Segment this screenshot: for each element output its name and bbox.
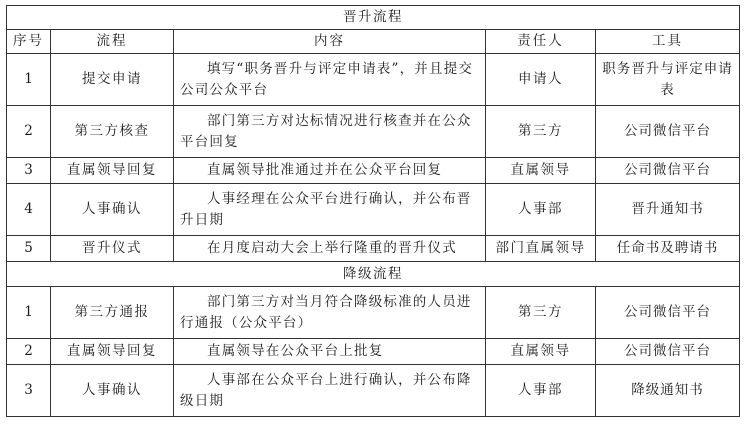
header-content: 内容 xyxy=(174,30,486,54)
row-number: 5 xyxy=(7,236,51,262)
promotion-section-title: 晋升流程 xyxy=(7,6,740,30)
row-tool: 晋升通知书 xyxy=(596,184,740,236)
row-number: 2 xyxy=(7,339,51,365)
row-number: 1 xyxy=(7,54,51,106)
table-row xyxy=(7,158,740,184)
header-row xyxy=(7,30,740,54)
table-row xyxy=(7,184,740,236)
row-content: 填写“职务晋升与评定申请表”，并且提交公司公众平台 xyxy=(174,54,486,106)
row-tool: 公司微信平台 xyxy=(596,287,740,339)
header-step: 流程 xyxy=(51,30,174,54)
table-row xyxy=(7,365,740,417)
row-owner: 部门直属领导 xyxy=(486,236,596,262)
demotion-section-title: 降级流程 xyxy=(7,262,740,287)
row-tool: 公司微信平台 xyxy=(596,339,740,365)
row-tool: 职务晋升与评定申请表 xyxy=(596,54,740,106)
table-row xyxy=(7,287,740,339)
row-tool: 任命书及聘请书 xyxy=(596,236,740,262)
row-step: 人事确认 xyxy=(51,184,174,236)
row-tool: 公司微信平台 xyxy=(596,106,740,158)
row-content: 部门第三方对达标情况进行核查并在公众平台回复 xyxy=(174,106,486,158)
header-tool: 工具 xyxy=(596,30,740,54)
row-step: 人事确认 xyxy=(51,365,174,417)
row-number: 1 xyxy=(7,287,51,339)
table-row xyxy=(7,106,740,158)
row-owner: 直属领导 xyxy=(486,158,596,184)
row-step: 晋升仪式 xyxy=(51,236,174,262)
row-owner: 人事部 xyxy=(486,365,596,417)
table-row xyxy=(7,236,740,262)
demotion-title-row xyxy=(7,262,740,287)
row-content: 在月度启动大会上举行隆重的晋升仪式 xyxy=(174,236,486,262)
promotion-title-row xyxy=(7,6,740,30)
row-tool: 公司微信平台 xyxy=(596,158,740,184)
process-table xyxy=(6,5,740,417)
row-content: 直属领导在公众平台上批复 xyxy=(174,339,486,365)
row-step: 第三方通报 xyxy=(51,287,174,339)
row-step: 第三方核查 xyxy=(51,106,174,158)
row-number: 3 xyxy=(7,365,51,417)
row-content: 部门第三方对当月符合降级标准的人员进行通报（公众平台） xyxy=(174,287,486,339)
row-content: 直属领导批准通过并在公众平台回复 xyxy=(174,158,486,184)
row-owner: 直属领导 xyxy=(486,339,596,365)
row-number: 2 xyxy=(7,106,51,158)
row-owner: 申请人 xyxy=(486,54,596,106)
row-step: 直属领导回复 xyxy=(51,158,174,184)
row-owner: 第三方 xyxy=(486,287,596,339)
row-step: 提交申请 xyxy=(51,54,174,106)
row-tool: 降级通知书 xyxy=(596,365,740,417)
row-number: 4 xyxy=(7,184,51,236)
table-row xyxy=(7,54,740,106)
row-owner: 第三方 xyxy=(486,106,596,158)
row-content: 人事部在公众平台上进行确认，并公布降级日期 xyxy=(174,365,486,417)
row-content: 人事经理在公众平台进行确认，并公布晋升日期 xyxy=(174,184,486,236)
row-number: 3 xyxy=(7,158,51,184)
table-row xyxy=(7,339,740,365)
header-no: 序号 xyxy=(7,30,51,54)
row-owner: 人事部 xyxy=(486,184,596,236)
row-step: 直属领导回复 xyxy=(51,339,174,365)
header-owner: 责任人 xyxy=(486,30,596,54)
